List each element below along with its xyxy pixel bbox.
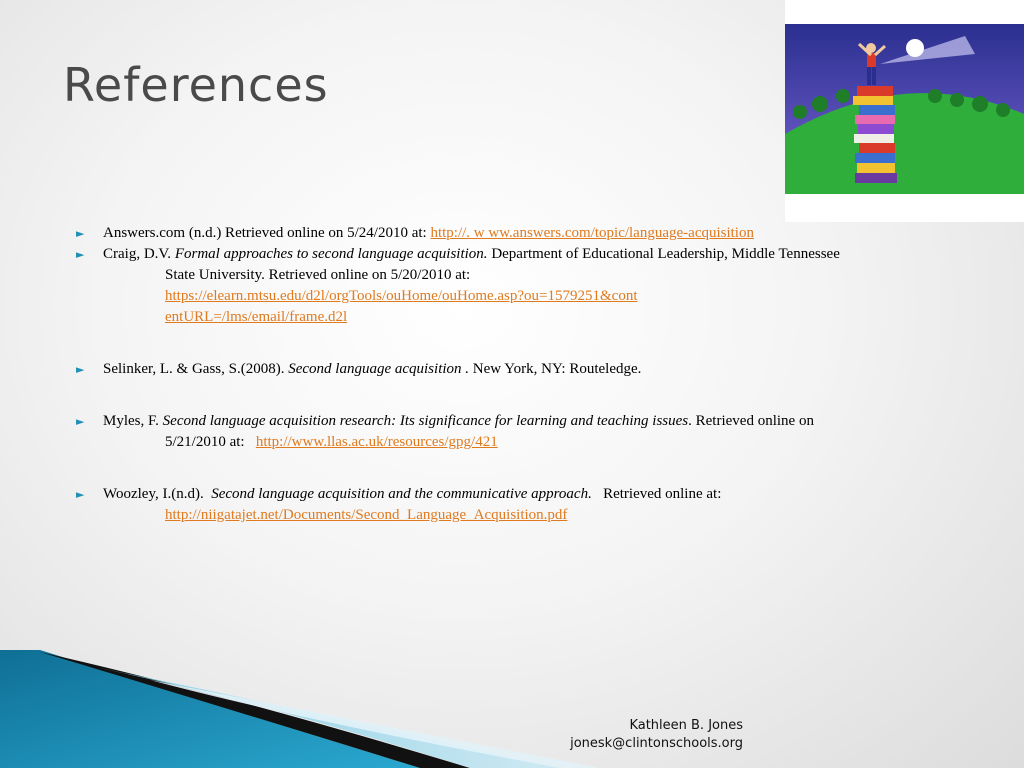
triangle-right-bullet-icon: ► — [76, 227, 85, 240]
reference-retrieved: Retrieved online at: — [603, 486, 722, 502]
reference-link[interactable]: https://elearn.mtsu.edu/d2l/orgTools/ouHome/ouHome.asp?ou=1579251&cont — [165, 288, 638, 304]
reference-author: Selinker, L. & Gass, S.(2008). — [103, 361, 285, 377]
reference-link-continued[interactable]: entURL=/lms/email/frame.d2l — [165, 309, 348, 325]
reference-item — [76, 411, 976, 453]
reference-retrieved: . Retrieved online on — [688, 413, 814, 429]
reference-publisher: Department of Educational Leadership, Middle Tennessee — [491, 246, 840, 262]
reference-link[interactable]: http://niigatajet.net/Documents/Second_Language_Acquisition.pdf — [165, 507, 568, 523]
reference-item — [76, 359, 976, 380]
reference-link[interactable]: http://. w ww.answers.com/topic/language-acquisition — [430, 225, 754, 241]
author-email: jonesk@clintonschools.org — [570, 736, 743, 751]
triangle-right-bullet-icon: ► — [76, 248, 85, 261]
reference-title: Second language acquisition research: Its significance for learning and teaching issues — [162, 413, 689, 429]
reference-item — [76, 484, 976, 526]
triangle-right-bullet-icon: ► — [76, 363, 85, 376]
references-list — [76, 223, 976, 526]
reference-title: Second language acquisition . — [288, 361, 470, 377]
author-name: Kathleen B. Jones — [629, 718, 743, 733]
triangle-right-bullet-icon: ► — [76, 488, 85, 501]
reference-title: Formal approaches to second language acquisition. — [174, 246, 488, 262]
reference-title: Second language acquisition and the communicative approach. — [211, 486, 592, 502]
book-stack-illustration — [785, 0, 1024, 222]
reference-link[interactable]: http://www.llas.ac.uk/resources/gpg/421 — [255, 434, 498, 450]
slide-footer — [570, 717, 743, 753]
reference-item — [76, 223, 976, 244]
corner-wave-decoration — [0, 640, 1024, 768]
reference-text: Answers.com (n.d.) Retrieved online on 5/24/2010 at: — [103, 225, 427, 241]
child-on-books-icon — [785, 24, 1024, 194]
reference-author: Woozley, I.(n.d). — [103, 486, 204, 502]
reference-date: 5/21/2010 at: — [165, 434, 245, 450]
slide-title: References — [63, 58, 329, 112]
reference-publisher: New York, NY: Routeledge. — [472, 361, 642, 377]
reference-publisher-continued: State University. Retrieved online on 5/20/2010 at: — [165, 267, 471, 283]
triangle-right-bullet-icon: ► — [76, 415, 85, 428]
reference-item — [76, 244, 976, 328]
reference-author: Myles, F. — [103, 413, 159, 429]
reference-author: Craig, D.V. — [103, 246, 172, 262]
